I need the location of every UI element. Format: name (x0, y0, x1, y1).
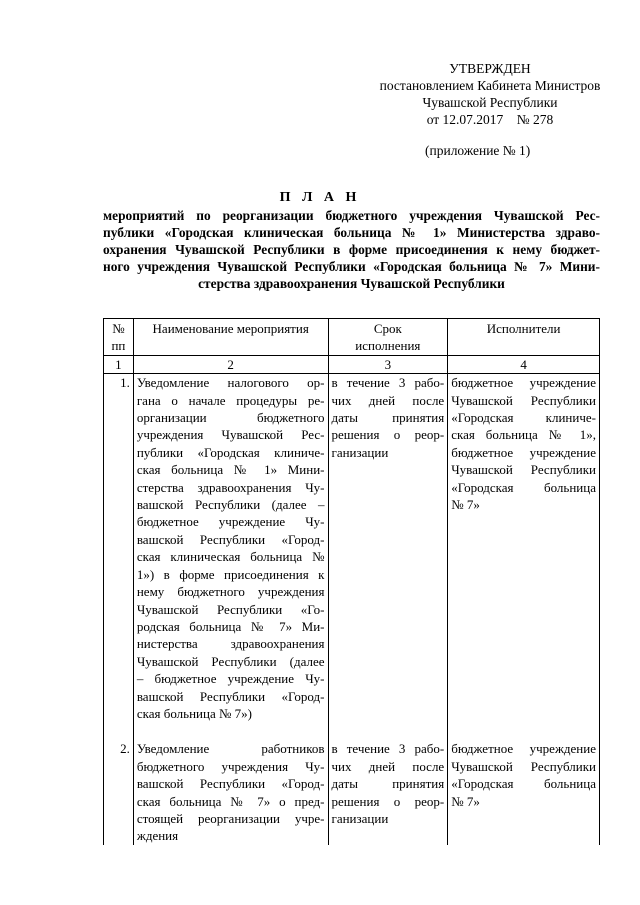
column-number: 4 (448, 355, 600, 373)
row-executors: бюджетное учреждение Чувашской Республики «Городская больница № 7» (448, 732, 600, 844)
approval-date-number: от 12.07.2017 № 278 (426, 112, 554, 127)
table-row (104, 374, 600, 733)
column-number: 2 (133, 355, 328, 373)
table-row (104, 732, 600, 844)
header-executors: Исполнители (448, 319, 600, 356)
approval-heading: УТВЕРЖДЕН (449, 61, 531, 76)
approval-issuer: постановлением Кабинета Министров (379, 78, 601, 93)
approval-stamp (360, 60, 620, 128)
plan-title: П Л А Н (279, 190, 361, 205)
subtitle-line: стерства здравоохранения Чувашской Республики (198, 276, 505, 291)
row-number: 1. (104, 374, 134, 733)
row-executors: бюджетное учреждение Чувашской Республики «Городская клиниче- ская больница № 1», бюджетное учреждение Чувашской Республики «Городская больница № 7» (448, 374, 600, 733)
column-number: 1 (104, 355, 134, 373)
subtitle-line: мероприятий по реорганизации бюджетного учреждения Чувашской Рес- (103, 208, 600, 223)
header-term: Срок исполнения (328, 319, 448, 356)
table-header-row (104, 319, 600, 356)
header-name: Наименование мероприятия (133, 319, 328, 356)
row-name: Уведомление налогового ор- гана о начале процедуры ре- организации бюджетного учреждения Чувашской Рес- публики «Городская клиниче- ская больница № 1» Мини- стерства здравоохранения Чу- вашской Республики (далее – бюджетное учреждение Чу- вашской Республики «Город- ская клиническая больница № 1») в форме присоединения к нему бюджетного учреждения Чувашской Республики «Го- родская больница № 7» Ми- нистерства здравоохранения Чувашской Республики (далее – бюджетное учреждение Чу- вашской Республики «Город- ская больница № 7») (133, 374, 328, 733)
appendix-label: (приложение № 1) (425, 143, 531, 158)
header-num: № пп (104, 319, 134, 356)
row-term: в течение 3 рабо- чих дней после даты принятия решения о реор- ганизации (328, 732, 448, 844)
row-term: в течение 3 рабо- чих дней после даты принятия решения о реор- ганизации (328, 374, 448, 733)
plan-subtitle (103, 207, 600, 292)
row-name: Уведомление работников бюджетного учреждения Чу- вашской Республики «Город- ская больница № 7» о пред- стоящей реорганизации учре- ждения (133, 732, 328, 844)
column-number-row (104, 355, 600, 373)
approval-region: Чувашской Республики (422, 95, 558, 110)
column-number: 3 (328, 355, 448, 373)
subtitle-line: публики «Городская клиническая больница № 1» Министерства здраво- (103, 225, 600, 240)
row-number: 2. (104, 732, 134, 844)
subtitle-line: охранения Чувашской Республики в форме присоединения к нему бюджет- (103, 242, 600, 257)
subtitle-line: ного учреждения Чувашской Республики «Городская больница № 7» Мини- (103, 259, 600, 274)
plan-table (103, 318, 600, 845)
